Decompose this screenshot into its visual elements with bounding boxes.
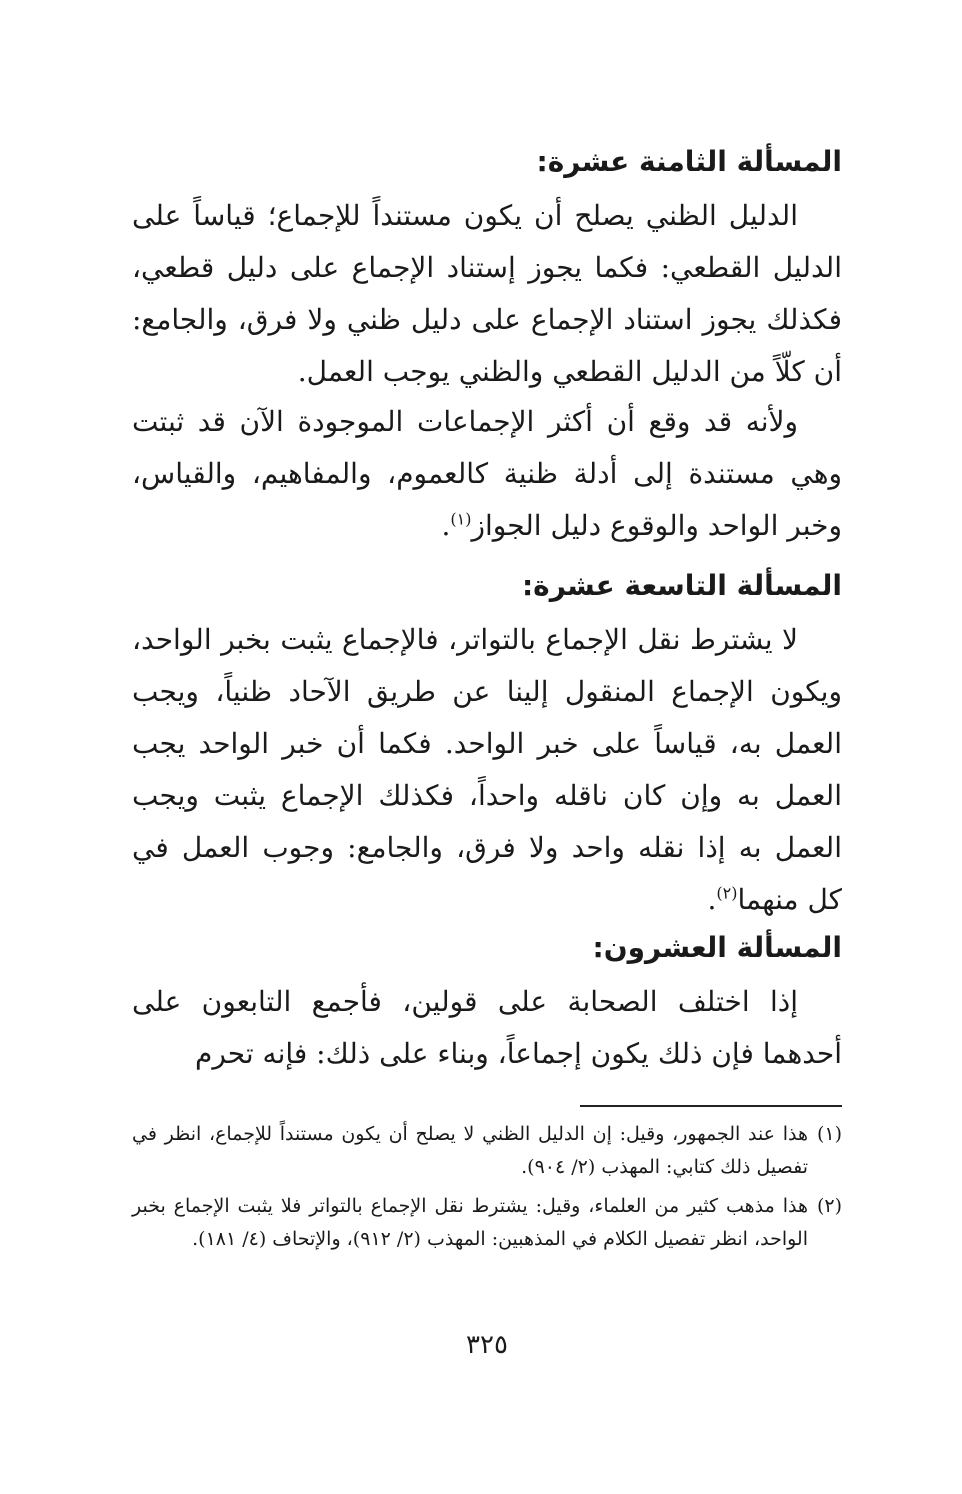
footnote-ref-1[interactable]: (١) (450, 509, 472, 529)
section-heading-20: المسألة العشرون: (592, 931, 842, 964)
paragraph-text: إذا اختلف الصحابة على قولين، فأجمع التابعون على أحدهما فإن ذلك يكون إجماعاً، وبناء على ذلك: فإنه تحرم (132, 985, 842, 1070)
footnote-text: هذا مذهب كثير من العلماء، وقيل: يشترط نقل الإجماع بالتواتر فلا يثبت الإجماع بخبر الواحد، انظر تفصيل الكلام في المذهبين: المهذب (٢/ ٩١٢)، والإتحاف (٤/ ١٨١). (132, 1195, 808, 1250)
section-heading-19: المسألة التاسعة عشرة: (521, 569, 842, 602)
section-heading-18: المسألة الثامنة عشرة: (536, 145, 842, 178)
paragraph-end: . (441, 509, 451, 542)
footnote-text: هذا عند الجمهور، وقيل: إن الدليل الظني لا يصلح أن يكون مستنداً للإجماع، انظر في تفصيل ذلك كتابي: المهذب (٢/ ٩٠٤). (132, 1123, 808, 1178)
paragraph-text: الدليل الظني يصلح أن يكون مستنداً للإجماع؛ قياساً على الدليل القطعي: فكما يجوز إستناد الإجماع على دليل قطعي، فكذلك يجوز استناد الإجماع على دليل ظني ولا فرق، والجامع: أن كلّاً من الدليل القطعي والظني يوجب العمل. (132, 199, 842, 388)
paragraph-end: . (707, 883, 717, 916)
footnote-number: (٢) (816, 1195, 842, 1217)
paragraph-18-1 (132, 190, 842, 398)
book-page (132, 0, 842, 1494)
footnote-1 (132, 1118, 842, 1184)
footnote-number: (١) (816, 1123, 842, 1145)
paragraph-19-1 (132, 614, 842, 926)
footnote-divider (580, 1105, 842, 1107)
paragraph-text: لا يشترط نقل الإجماع بالتواتر، فالإجماع يثبت بخبر الواحد، ويكون الإجماع المنقول إلينا عن طريق الآحاد ظنياً، ويجب العمل به، قياساً على خبر الواحد. فكما أن خبر الواحد يجب العمل به وإن كان ناقله واحداً، فكذلك الإجماع يثبت ويجب العمل به إذا نقله واحد ولا فرق، والجامع: وجوب العمل في كل منهما (132, 623, 842, 916)
page-number: ٣٢٥ (466, 1330, 508, 1360)
paragraph-18-2 (132, 396, 842, 552)
paragraph-text: ولأنه قد وقع أن أكثر الإجماعات الموجودة الآن قد ثبتت وهي مستندة إلى أدلة ظنية كالعموم، والمفاهيم، والقياس، وخبر الواحد والوقوع دليل الجواز (132, 405, 842, 542)
footnote-ref-2[interactable]: (٢) (716, 883, 738, 903)
footnote-2 (132, 1190, 842, 1256)
paragraph-20-1 (132, 976, 842, 1080)
